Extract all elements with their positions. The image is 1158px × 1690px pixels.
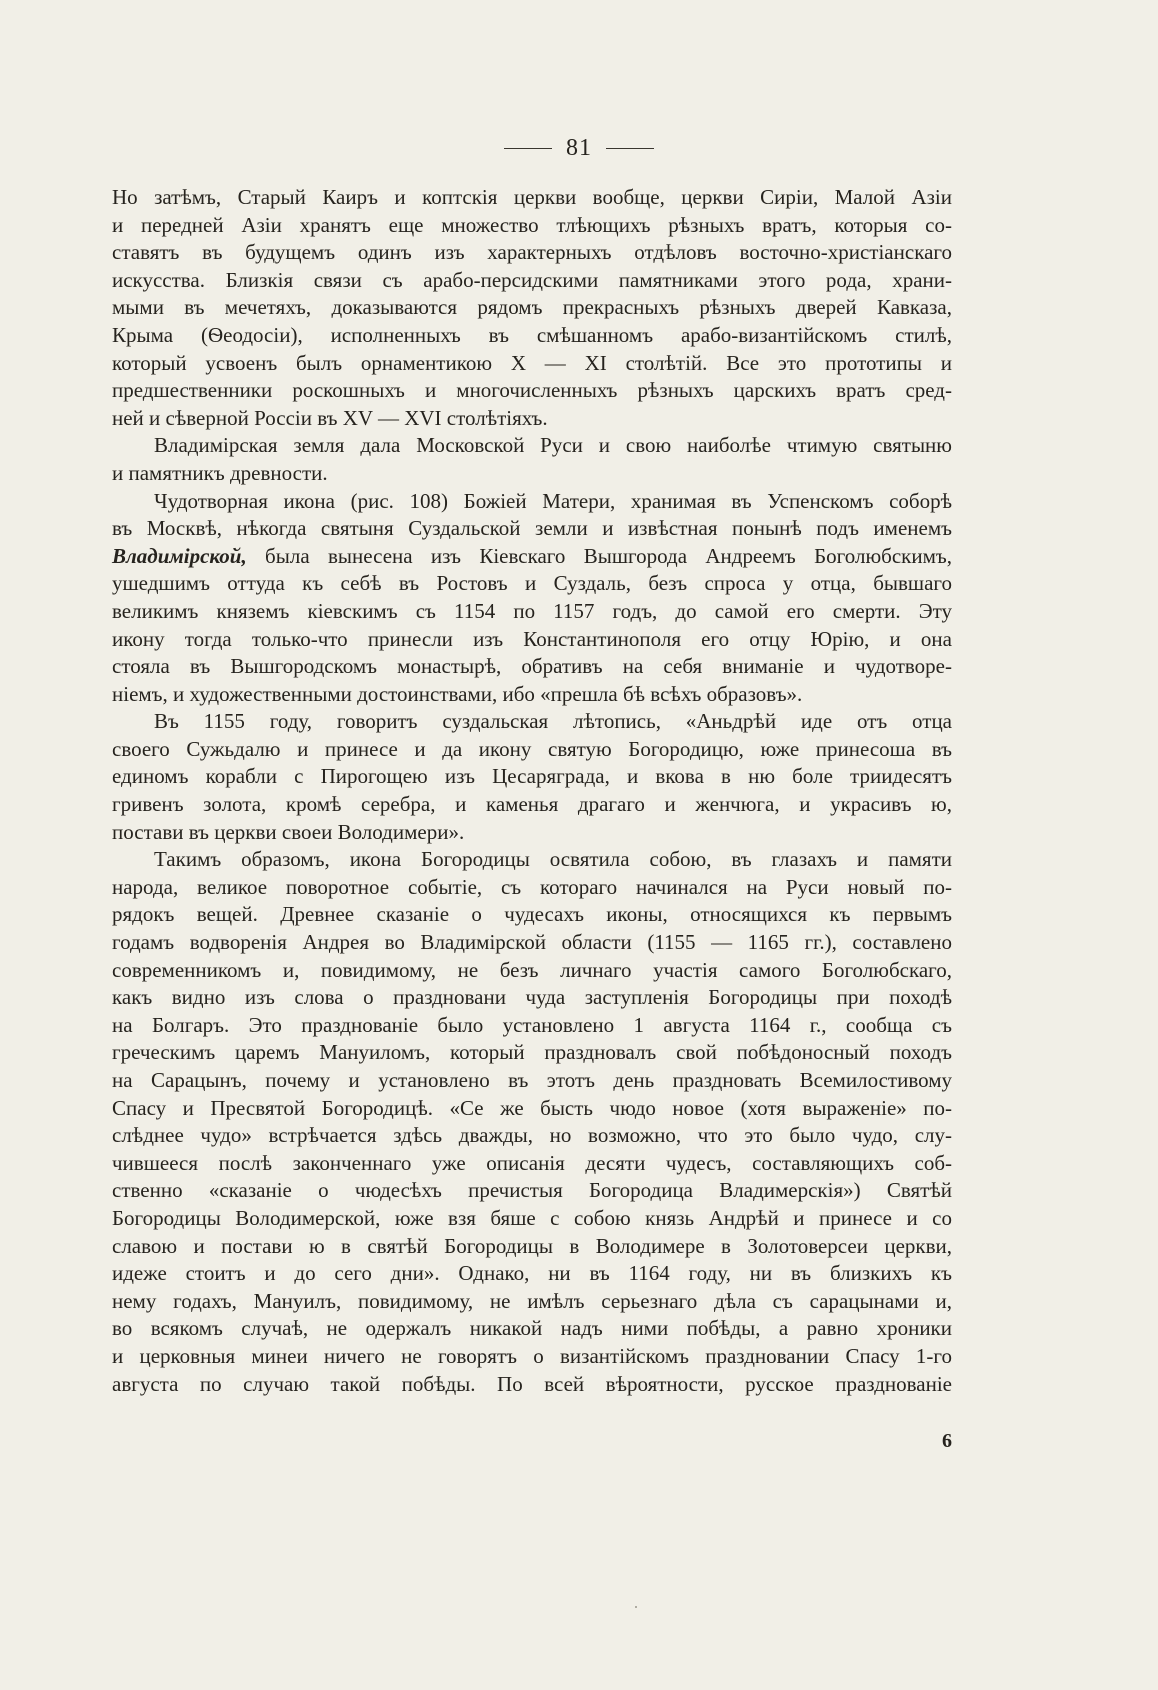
text-line: единомъ корабли с Пирогощею изъ Цесаряграда, и вкова в ню боле триидесятъ	[112, 764, 952, 789]
text-line: мыми въ мечетяхъ, доказываются рядомъ прекрасныхъ рѣзныхъ дверей Кавказа,	[112, 295, 952, 320]
header-rule-right	[606, 148, 654, 149]
body-text	[112, 184, 952, 1398]
text-line: славою и постави ю в святѣй Богородицы в Володимере в Золотоверсеи церкви,	[112, 1233, 952, 1258]
text-line: идеже стоитъ и до сего дни». Однако, ни въ 1164 году, ни въ близкихъ къ	[112, 1261, 952, 1286]
text-line: который усвоенъ былъ орнаментикою X — XI столѣтій. Все это прототипы и	[112, 350, 952, 375]
text-line: Владимірская земля дала Московской Руси и свою наиболѣе чтимую святыню	[154, 433, 952, 458]
header-rule-left	[504, 148, 552, 149]
text-line: греческимъ царемъ Мануиломъ, который праздновалъ свой побѣдоносный походъ	[112, 1040, 952, 1065]
text-line: на Сарацынъ, почему и установлено въ этотъ день праздновать Всемилостивому	[112, 1068, 952, 1092]
text-line: и передней Азіи хранятъ еще множество тлѣющихъ рѣзныхъ вратъ, которыя со-	[112, 212, 952, 237]
text-line: Чудотворная икона (рис. 108) Божіей Матери, хранимая въ Успенскомъ соборѣ	[154, 488, 952, 513]
text-line: ставятъ въ будущемъ одинъ изъ характерныхъ отдѣловъ восточно-христіанскаго	[112, 240, 952, 265]
text-line: постави въ церкви своеи Володимери».	[112, 819, 465, 844]
text-line: искусства. Близкія связи съ арабо-персидскими памятниками этого рода, храни-	[112, 267, 952, 292]
text-line: въ Москвѣ, нѣкогда святыня Суздальской земли и извѣстная понынѣ подъ именемъ	[112, 516, 952, 541]
text-line: и церковныя минеи ничего не говорятъ о византійскомъ праздновании Спасу 1-го	[112, 1343, 952, 1368]
text-line: годамъ водворенія Андрея во Владимірской области (1155 — 1165 гг.), составлено	[112, 930, 952, 955]
text-line: своего Сужьдалю и принесе и да икону святую Богородицю, юже принесоша въ	[112, 736, 952, 761]
text-line: слѣднее чудо» встрѣчается здѣсь дважды, но возможно, что это было чудо, слу-	[112, 1123, 952, 1148]
text-line: предшественники роскошныхъ и многочисленныхъ рѣзныхъ царскихъ вратъ сред-	[112, 378, 952, 403]
page-number: 81	[566, 135, 592, 161]
text-line: на Болгаръ. Это празднованіе было установлено 1 августа 1164 г., сообща съ	[112, 1012, 952, 1037]
text-line: стояла въ Вышгородскомъ монастырѣ, обративъ на себя вниманіе и чудотворе-	[112, 654, 952, 679]
text-line: и памятникъ древности.	[112, 460, 328, 485]
paper-speck	[635, 1606, 637, 1608]
text-line: Но затѣмъ, Старый Каиръ и коптскія церкви вообще, церкви Сиріи, Малой Азіи	[112, 185, 952, 209]
text-line: чившееся послѣ законченнаго уже описанія десяти чудесъ, составляющихъ соб-	[112, 1150, 952, 1175]
italic-term: Владимірской,	[112, 543, 247, 568]
text-line: рядокъ вещей. Древнее сказаніе о чудесахъ иконы, относящихся къ первымъ	[112, 902, 952, 927]
page-header	[0, 135, 1158, 162]
text-line	[112, 543, 952, 571]
text-line: какъ видно изъ слова о праздновани чуда заступленія Богородицы при походѣ	[112, 985, 952, 1010]
text-line: Въ 1155 году, говоритъ суздальская лѣтопись, «Аньдрѣй иде отъ отца	[154, 709, 952, 734]
text-line: во всякомъ случаѣ, не одержалъ никакой надъ ними побѣды, а равно хроники	[112, 1316, 952, 1341]
text-run: была вынесена изъ Кіевскаго Вышгорода Андреемъ Боголюбскимъ,	[246, 543, 952, 568]
text-line: августа по случаю такой побѣды. По всей вѣроятности, русское празднованіе	[112, 1371, 952, 1396]
text-line: ственно «сказаніе о чюдесѣхъ пречистыя Богородица Владимерскія») Святѣй	[112, 1178, 952, 1203]
text-line: народа, великое поворотное событіе, съ котораго начинался на Руси новый по-	[112, 874, 952, 899]
text-line: Такимъ образомъ, икона Богородицы освятила собою, въ глазахъ и памяти	[154, 847, 952, 872]
text-line: Крыма (Ѳеодосіи), исполненныхъ въ смѣшанномъ арабо-византійскомъ стилѣ,	[112, 322, 952, 347]
text-line: современникомъ и, повидимому, не безъ личнаго участія самого Боголюбскаго,	[112, 957, 952, 982]
text-line: ніемъ, и художественными достоинствами, ибо «прешла бѣ всѣхъ образовъ».	[112, 681, 803, 706]
text-line: нему годахъ, Мануилъ, повидимому, не имѣлъ серьезнаго дѣла съ сарацынами и,	[112, 1288, 952, 1313]
text-line: великимъ княземъ кіевскимъ съ 1154 по 1157 годъ, до самой его смерти. Эту	[112, 598, 952, 623]
text-line: ней и сѣверной Россіи въ XV — XVI столѣтіяхъ.	[112, 405, 548, 430]
text-line: Богородицы Володимерской, юже взя бяше с собою князь Андрѣй и принесе и со	[112, 1205, 952, 1230]
text-line: гривенъ золота, кромѣ серебра, и каменья драгаго и женчюга, и украсивъ ю,	[112, 792, 952, 817]
text-line: Спасу и Пресвятой Богородицѣ. «Се же бысть чюдо новое (хотя выраженіе» по-	[112, 1095, 952, 1120]
text-line: икону тогда только-что принесли изъ Константинополя его отцу Юрію, и она	[112, 626, 952, 651]
signature-mark: 6	[942, 1430, 952, 1452]
text-line: ушедшимъ оттуда къ себѣ въ Ростовъ и Суздаль, безъ спроса у отца, бывшаго	[112, 571, 952, 596]
